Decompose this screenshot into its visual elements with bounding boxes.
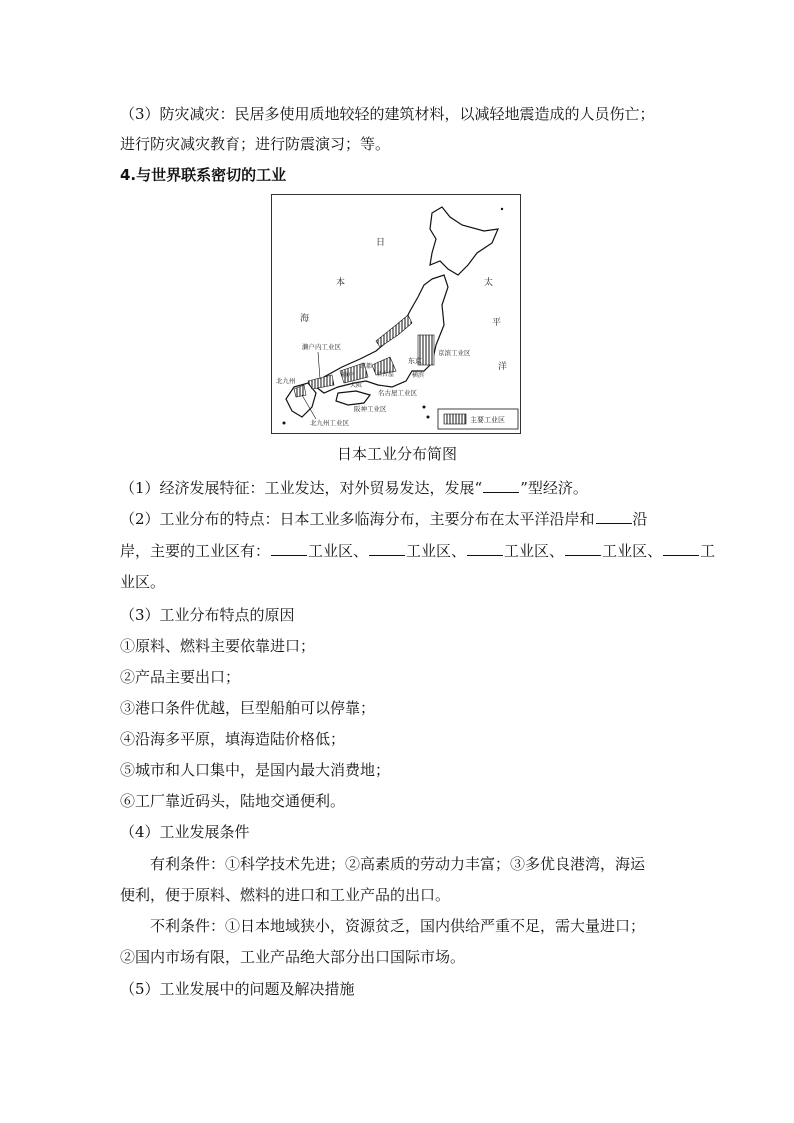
reason-item: ②产品主要出口； <box>120 668 241 686</box>
pacific-char-3: 洋 <box>498 362 508 372</box>
question-problems-title: （5）工业发展中的问题及解决措施 <box>120 980 355 998</box>
legend-label: 主要工业区 <box>470 416 505 424</box>
question-distribution-text-2: 沿 <box>632 510 648 528</box>
legend-swatch <box>444 414 466 424</box>
sea-japan-char-3: 海 <box>300 314 310 324</box>
label-osaka: 大阪 <box>350 382 363 389</box>
answer-blank[interactable] <box>467 541 503 556</box>
question-distribution-sep-2: 工业区、 <box>406 542 467 560</box>
island-dot <box>501 208 503 210</box>
question-distribution-line-3: 业区。 <box>120 573 166 591</box>
island-dot <box>427 416 430 419</box>
question-distribution-text-4: 工 <box>700 542 716 560</box>
label-keihin: 京滨工业区 <box>438 349 471 357</box>
favorable-conditions-2: 便利，便于原料、燃料的进口和工业产品的出口。 <box>120 886 451 904</box>
section-title: 4.与世界联系密切的工业 <box>120 166 287 184</box>
sea-japan-char-1: 日 <box>376 238 386 248</box>
label-kitakyushu-city: 北九州 <box>276 377 296 385</box>
question-distribution-sep-4: 工业区、 <box>602 542 663 560</box>
answer-blank[interactable] <box>596 509 632 524</box>
paragraph-disaster-prevention-1: （3）防灾减灾：民居多使用质地较轻的建筑材料，以减轻地震造成的人员伤亡； <box>120 105 655 123</box>
question-distribution-sep-1: 工业区、 <box>308 542 369 560</box>
answer-blank[interactable] <box>369 541 405 556</box>
pacific-char-2: 平 <box>492 318 502 328</box>
label-kyoto: 京都 <box>360 363 373 370</box>
leader-setouchi <box>318 352 320 379</box>
shikoku-outline <box>336 391 370 405</box>
reason-item: ①原料、燃料主要依靠进口； <box>120 637 316 655</box>
question-reasons-title: （3）工业分布特点的原因 <box>120 606 295 624</box>
question-distribution-text-3: 岸，主要的工业区有： <box>120 542 271 560</box>
question-distribution-text-1: （2）工业分布的特点：日本工业多临海分布，主要分布在太平洋沿岸和 <box>120 510 595 528</box>
answer-blank[interactable] <box>663 541 699 556</box>
label-nagoya: 名古屋 <box>376 371 395 378</box>
label-tokyo: 东京 <box>408 357 422 365</box>
label-yokohama: 横滨 <box>412 372 425 379</box>
question-economy-text-1: （1）经济发展特征：工业发达，对外贸易发达，发展“ <box>120 479 483 497</box>
label-hanshin: 阪神工业区 <box>354 405 387 413</box>
unfavorable-conditions-1: 不利条件：①日本地域狭小，资源贫乏，国内供给严重不足，需大量进口； <box>150 917 646 935</box>
reason-item: ⑤城市和人口集中，是国内最大消费地； <box>120 761 391 779</box>
unfavorable-conditions-2: ②国内市场有限，工业产品绝大部分出口国际市场。 <box>120 948 466 966</box>
pacific-char-1: 太 <box>484 278 494 288</box>
label-setouchi: 濑户内工业区 <box>302 343 341 351</box>
hokkaido-outline <box>430 207 498 275</box>
answer-blank[interactable] <box>483 478 519 493</box>
favorable-conditions-1: 有利条件：①科学技术先进；②高素质的劳动力丰富；③多优良港湾，海运 <box>150 855 646 873</box>
paragraph-disaster-prevention-2: 进行防灾减灾教育；进行防震演习；等。 <box>120 135 391 153</box>
question-conditions-title: （4）工业发展条件 <box>120 823 250 841</box>
question-distribution-sep-3: 工业区、 <box>504 542 565 560</box>
japan-industry-map <box>271 194 521 434</box>
question-economy-text-2: ”型经济。 <box>520 479 588 497</box>
answer-blank[interactable] <box>271 541 307 556</box>
answer-blank[interactable] <box>565 541 601 556</box>
reason-item: ④沿海多平原，填海造陆价格低； <box>120 730 346 748</box>
label-kobe: 神户 <box>342 372 355 379</box>
island-dot <box>283 422 286 425</box>
sea-japan-char-2: 本 <box>336 278 346 288</box>
label-nagoya-area: 名古屋工业区 <box>378 389 417 397</box>
label-kitakyushu-area: 北九州工业区 <box>310 419 349 427</box>
reason-item: ⑥工厂靠近码头，陆地交通便利。 <box>120 792 346 810</box>
question-economy <box>120 477 680 499</box>
map-figure <box>272 195 522 435</box>
island-dot <box>423 406 426 409</box>
question-distribution-line-1 <box>120 508 680 530</box>
question-distribution-line-2 <box>120 540 716 562</box>
map-caption: 日本工业分布简图 <box>336 445 457 463</box>
reason-item: ③港口条件优越，巨型船舶可以停靠； <box>120 699 376 717</box>
